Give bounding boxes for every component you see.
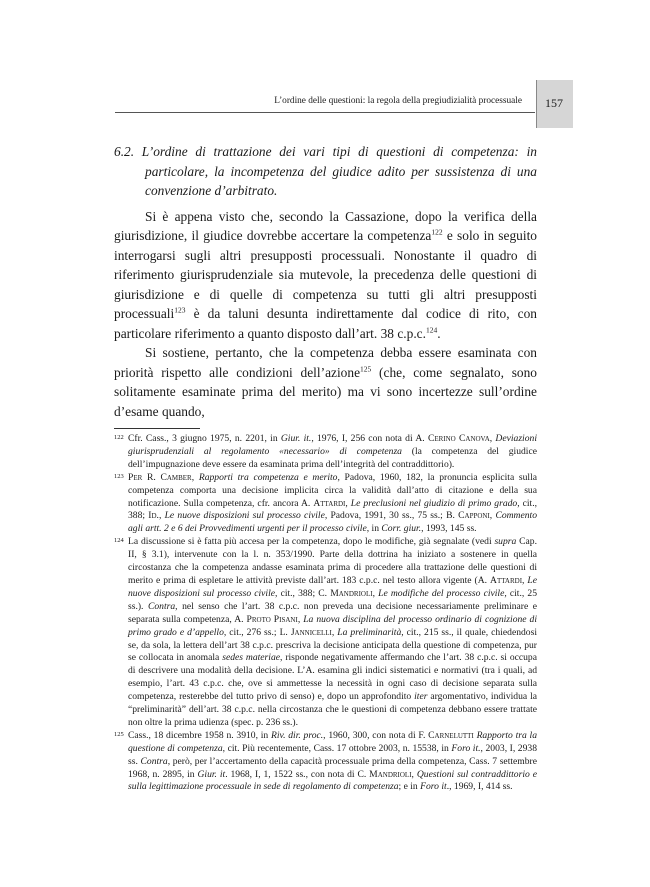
text-run: .	[437, 325, 441, 341]
text-run: (che, come segnalato, sono solitamente esaminate prima del merito) ma vi sono incertezze sull’ordine d’esame quando,	[114, 364, 537, 419]
work-title: Rapporti tra competenza e merito	[198, 471, 338, 483]
text-run: ,	[372, 587, 379, 599]
header-rule	[115, 112, 535, 113]
text-run: Cfr. Cass., 3 giugno 1975, n. 2201, in	[128, 433, 281, 444]
text-run: Contra	[147, 600, 176, 612]
footnote-ref-125[interactable]: 125	[360, 364, 372, 374]
author-name: Mandrioli	[369, 768, 412, 780]
text-run: e solo in seguito interrogarsi sugli altri presupposti processuali. Nonostante il quadro di riferimento giurisprudenziale sia mutevole, la precedenza delle questioni di giurisdizione e di quelle di competenza su tutti gli altri presupposti processuali	[114, 228, 537, 321]
text-run: La discussione si è fatta più accesa per la competenza, dopo le modifiche, già segnalate (vedi	[128, 536, 495, 548]
text-run: Contra	[140, 755, 168, 767]
footnotes	[114, 433, 537, 794]
text-run: , cit., 276 ss.; L.	[223, 626, 291, 638]
footnote-125	[114, 730, 537, 795]
text-run: supra	[494, 536, 517, 548]
text-run: , cit., 388; C.	[275, 587, 331, 599]
text-run: , 1976, I, 256 con nota di A.	[311, 433, 428, 444]
footnote-number: 123	[114, 472, 124, 480]
work-title: La preliminarità	[337, 626, 402, 638]
text-run: ,	[191, 471, 199, 483]
text-run: , 2003, I, 2938 ss.	[128, 742, 537, 767]
running-header: L’ordine delle questioni: la regola della pregiudizialità processuale	[274, 96, 522, 106]
text-run: argomentativo, individua la “preliminarità” dell’art. 38 c.p.c. nella circostanza che le questioni di competenza debbano essere trattate non oltre la prima udienza (spec. p. 236 ss.).	[128, 691, 537, 728]
work-title: Deviazioni giurisprudenziali al regolamento «necessario» di competenza	[128, 433, 537, 457]
author-name: Mandrioli	[330, 587, 373, 599]
text-run: Si sostiene, pertanto, che la competenza debba essere esaminata con priorità rispetto alle condizioni dell’azione	[114, 345, 537, 380]
journal-name: Giur. it.	[280, 433, 312, 444]
text-run: ,	[411, 768, 417, 780]
text-run: , 1960, 300, con nota di F.	[323, 729, 429, 741]
footnote-ref-122[interactable]: 122	[431, 227, 443, 237]
work-title: Commento agli artt. 2 e 6 dei Provvedimenti urgenti per il processo civile	[128, 510, 538, 535]
text-run: , risponde negativamente affermando che l’art. 38 c.p.c. si occupa di descrivere una modalità della decisione. L’A. esamina gli indici sistematici e normativi (tra i quali, ad esempio, l’art. 43 c.p.c. che, ove si ammettesse la necessità in ogni caso di decisione separata sulla competenza, resterebbe del tutto privo di senso) e, dopo un approfondito	[128, 652, 537, 703]
text-run: ,	[297, 613, 304, 625]
footnote-124	[114, 536, 537, 730]
text-run: ,	[522, 574, 528, 586]
footnote-separator	[114, 428, 200, 429]
author-name: Capponi	[458, 510, 490, 522]
text-run: ,	[345, 497, 351, 509]
journal-name: Giur. it	[197, 768, 226, 780]
text-run: , 1993, 145 ss.	[421, 523, 477, 535]
body-paragraph-2	[114, 343, 537, 421]
text-run: sedes materiae	[222, 652, 281, 664]
footnote-123	[114, 472, 537, 537]
author-name: Proto Pisani	[246, 613, 298, 625]
text-run: iter	[414, 691, 428, 703]
text-run: . 1968, I, 1, 1522 ss., con nota di C.	[225, 768, 370, 780]
text-run: ,	[489, 510, 496, 522]
text-run: , Padova, 1991, 30 ss., 75 ss.; B.	[324, 510, 459, 522]
footnote-ref-124[interactable]: 124	[425, 325, 438, 335]
journal-name: Foro it	[420, 781, 447, 793]
text-run: ,	[489, 433, 496, 444]
text-run: , in	[366, 523, 382, 535]
footnote-number: 125	[114, 730, 124, 738]
text-run: è da taluni desunta indirettamente dal codice di rito, con particolare riferimento a quanto disposto dall’art. 38 c.p.c.	[114, 306, 537, 341]
footnote-122	[114, 433, 537, 472]
text-run: (la competenza del giudice dell’impugnazione deve essere da esaminata prima dell’integrità del contraddittorio).	[128, 445, 537, 470]
work-title: Le modifiche del processo civile	[378, 587, 505, 599]
text-run: Si è appena visto che, secondo la Cassazione, dopo la verifica della giurisdizione, il giudice dovrebbe accertare la competenza	[114, 208, 537, 243]
text-run: ; e in	[398, 781, 421, 793]
text-run: , cit. Più recentemente, Cass. 17 ottobre 2003, n. 15538, in	[222, 742, 452, 754]
journal-name: Corr. giur.	[381, 523, 422, 535]
text-run: ,	[158, 510, 165, 522]
text-run: , però, per l’accertamento della capacità processuale prima della competenza, Cass. 7 settembre 1968, n. 2895, in	[128, 755, 537, 780]
text-run: , Padova, 1960, 182, la pronuncia esplicita sulla competenza comporta una decisione implicita circa la validità dall’atto di citazione e della sua notificazione. Sulla competenza, cfr. ancora A.	[128, 471, 538, 509]
text-run: , nel senso che l’art. 38 c.p.c. non preveda una decisione necessariamente preliminare e separata sulla competenza, A.	[128, 600, 538, 625]
body-paragraph-1	[114, 207, 537, 344]
author-name: Attardi	[313, 497, 346, 509]
author-name: Jannicelli	[290, 626, 332, 638]
journal-name: Foro it.	[451, 742, 481, 754]
work-title: Le nuove disposizioni sul processo civile	[128, 574, 538, 599]
work-title: Questioni sul contraddittorio e sulla legittimazione processuale in sede di regolamento di competenza	[128, 768, 537, 793]
author-name: Id.	[148, 510, 159, 522]
text-run: Cass., 18 dicembre 1958 n. 3910, in	[128, 729, 271, 741]
page-number: 157	[545, 96, 563, 110]
text-run: ., 1969, I, 414 ss.	[446, 781, 513, 793]
author-name: Carnelutti	[428, 729, 474, 741]
footnote-ref-123[interactable]: 123	[174, 305, 186, 315]
text-run: , cit., 388;	[128, 497, 538, 522]
author-name: Per R. Camber	[128, 471, 192, 483]
work-title: Le nuove disposizioni sul processo civile	[164, 510, 325, 522]
text-run: , cit., 25 ss.).	[128, 587, 537, 612]
text-run: Cap. II, § 3.1), intervenute con la l. n. 353/1990. Parte della dottrina ha iniziato a sostenere in quella circostanza che la competenza andasse esaminata prima di procedere alla trattazione delle questioni di merito e prima di espletare le attività previste dall’art. 183 c.p.c. nel testo allora vigente (A.	[128, 536, 537, 586]
work-title: Rapporto tra la questione di competenza	[128, 729, 537, 754]
work-title: La nuova disciplina del processo ordinario di cognizione di primo grado e d’appello	[128, 613, 537, 638]
main-text	[114, 142, 537, 421]
text-run: ,	[331, 626, 338, 638]
journal-name: Riv. dir. proc.	[271, 729, 324, 741]
text-run: , cit., 215 ss., il quale, chiedendosi se, da sola, la lettera dell’art 38 c.p.c. prescriva la decisione anticipata della questione di competenza, pur se collocata in anomala	[128, 626, 537, 664]
author-name: Attardi	[490, 574, 523, 586]
footnote-number: 122	[114, 434, 124, 441]
author-name: Cerino Canova	[427, 433, 490, 444]
section-title: 6.2. L’ordine di trattazione dei vari tipi di questioni di competenza: in particolare, la incompetenza del giudice adito per sussistenza di una convenzione d’arbitrato.	[114, 144, 537, 198]
footnote-number: 124	[114, 537, 124, 545]
work-title: Le preclusioni nel giudizio di primo grado	[350, 497, 518, 509]
